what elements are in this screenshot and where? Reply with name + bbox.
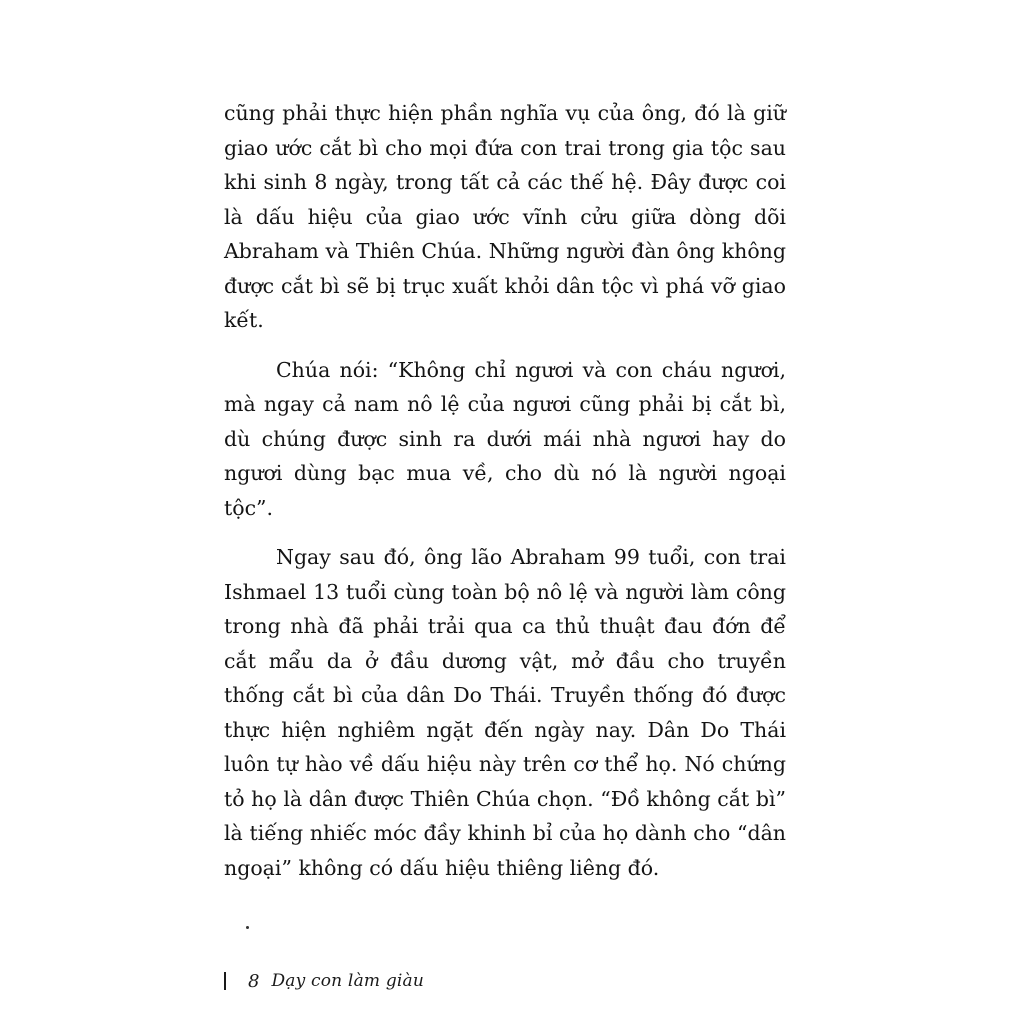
print-speck xyxy=(246,926,249,929)
running-title: Dạy con làm giàu xyxy=(271,971,425,991)
paragraph-tradition: Ngay sau đó, ông lão Abraham 99 tuổi, con trai Ishmael 13 tuổi cùng toàn bộ nô lệ và người làm công trong nhà đã phải trải qua ca thủ thuật đau đớn để cắt mẩu da ở đầu dương vật, mở đầu cho truyền thống cắt bì của dân Do Thái. Truyền thống đó được thực hiện nghiêm ngặt đến ngày nay. Dân Do Thái luôn tự hào về dấu hiệu này trên cơ thể họ. Nó chứng tỏ họ là dân được Thiên Chúa chọn. “Đồ không cắt bì” là tiếng nhiếc móc đầy khinh bỉ của họ dành cho “dân ngoại” không có dấu hiệu thiêng liêng đó. xyxy=(224,545,786,880)
page-body-text xyxy=(224,96,786,900)
page-number: 8 xyxy=(248,970,260,992)
footer-divider xyxy=(224,972,226,990)
paragraph-quote: Chúa nói: “Không chỉ ngươi và con cháu ngươi, mà ngay cả nam nô lệ của ngươi cũng phải bị cắt bì, dù chúng được sinh ra dưới mái nhà ngươi hay do ngươi dùng bạc mua về, cho dù nó là người ngoại tộc”. xyxy=(224,357,786,520)
paragraph-continuation: cũng phải thực hiện phần nghĩa vụ của ông, đó là giữ giao ước cắt bì cho mọi đứa con trai trong gia tộc sau khi sinh 8 ngày, trong tất cả các thế hệ. Đây được coi là dấu hiệu của giao ước vĩnh cửu giữa dòng dõi Abraham và Thiên Chúa. Những người đàn ông không được cắt bì sẽ bị trục xuất khỏi dân tộc vì phá vỡ giao kết. xyxy=(224,101,786,332)
page-footer xyxy=(224,966,424,996)
